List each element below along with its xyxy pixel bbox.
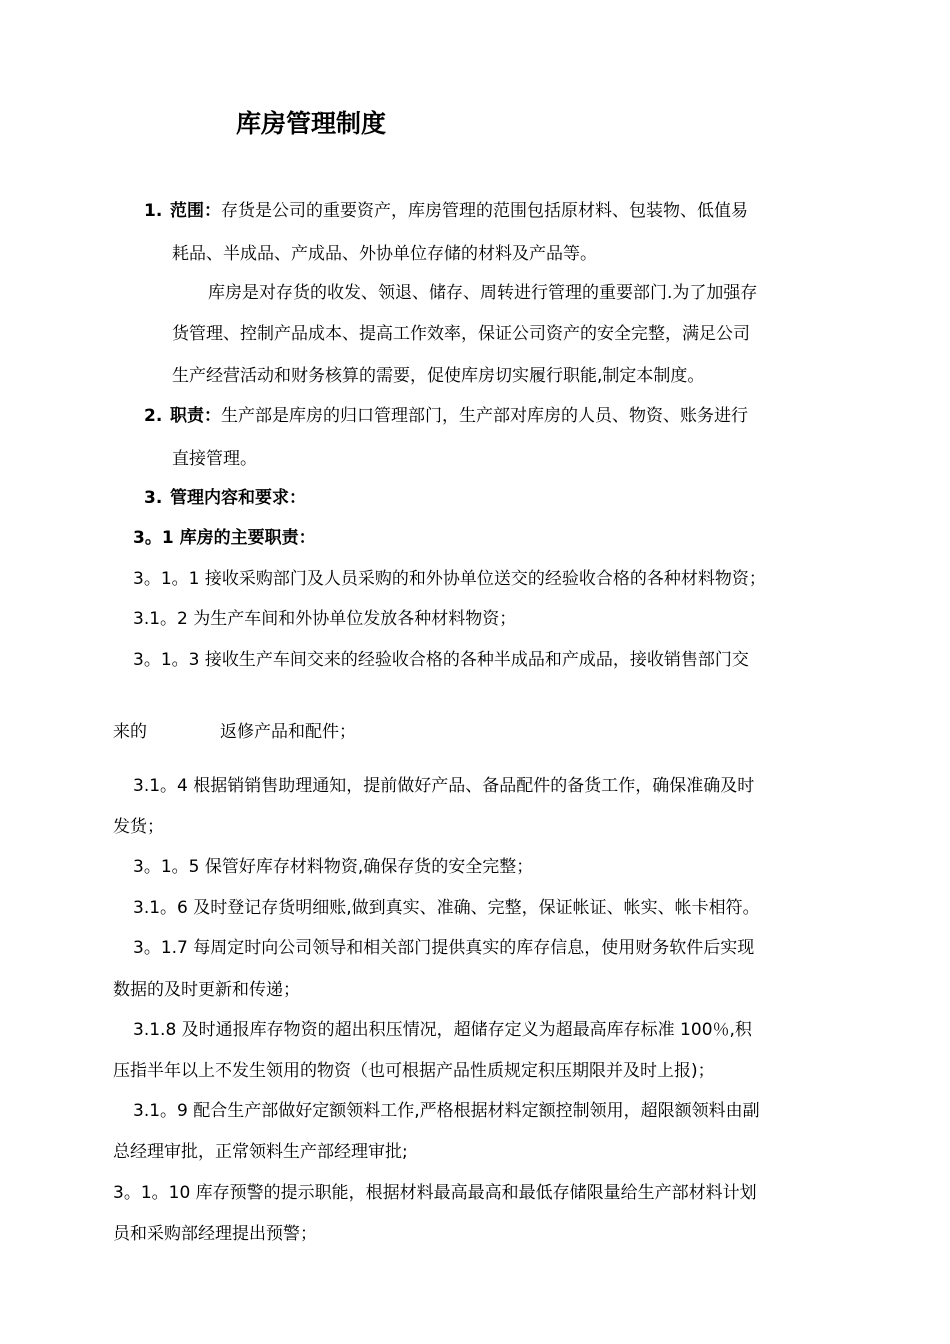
section-1-paragraph-2-line-3: 生产经营活动和财务核算的需要，促使库房切实履行职能,制定本制度。: [172, 366, 705, 386]
item-3-1-10-line-2: 员和采购部经理提出预警；: [113, 1224, 317, 1244]
document-title: 库房管理制度: [236, 109, 387, 138]
item-3-1-3-line-2b: 返修产品和配件；: [220, 722, 356, 742]
section-1-label: 范围：: [170, 201, 221, 221]
section-2-line-1: [144, 404, 748, 428]
section-1-paragraph-2-line-1: 库房是对存货的收发、领退、储存、周转进行管理的重要部门.为了加强存: [208, 283, 758, 303]
item-3-1-5: 3。1。5 保管好库存材料物资,确保存货的安全完整；: [133, 857, 534, 877]
section-1-line-2: 耗品、半成品、产成品、外协单位存储的材料及产品等。: [172, 244, 597, 264]
section-3-heading: [144, 486, 306, 510]
item-3-1-1: 3。1。1 接收采购部门及人员采购的和外协单位送交的经验收合格的各种材料物资；: [133, 569, 766, 589]
item-3-1-7-line-1: 3。1.7 每周定时向公司领导和相关部门提供真实的库存信息，使用财务软件后实现: [133, 938, 755, 958]
item-3-1-9-line-1: 3.1。9 配合生产部做好定额领料工作,严格根据材料定额控制领用，超限额领料由副: [133, 1101, 760, 1121]
section-1-text: 存货是公司的重要资产，库房管理的范围包括原材料、包装物、低值易: [221, 201, 748, 221]
item-3-1-3-line-2a: 来的: [113, 722, 147, 742]
item-3-1-6: 3.1。6 及时登记存货明细账,做到真实、准确、完整，保证帐证、帐实、帐卡相符。: [133, 898, 760, 918]
item-3-1-3-line-1: 3。1。3 接收生产车间交来的经验收合格的各种半成品和产成品，接收销售部门交: [133, 650, 749, 670]
section-3-number: 3.: [144, 488, 163, 508]
section-2-number: 2.: [144, 406, 163, 426]
section-3-label: 管理内容和要求：: [170, 488, 306, 508]
item-3-1-4-line-1: 3.1。4 根据销销售助理通知，提前做好产品、备品配件的备货工作，确保准确及时: [133, 776, 755, 796]
section-2-text: 生产部是库房的归口管理部门，生产部对库房的人员、物资、账务进行: [221, 406, 748, 426]
item-3-1-8-line-2: 压指半年以上不发生领用的物资（也可根据产品性质规定积压期限并及时上报)；: [113, 1061, 715, 1081]
item-3-1-10-line-1: 3。1。10 库存预警的提示职能，根据材料最高最高和最低存储限量给生产部材料计划: [113, 1183, 757, 1203]
section-2-line-2: 直接管理。: [172, 449, 257, 469]
item-3-1-8-line-1: 3.1.8 及时通报库存物资的超出积压情况，超储存定义为超最高库存标准 100％,积: [133, 1020, 752, 1040]
subsection-3-1-heading: 3。1 库房的主要职责：: [133, 528, 316, 548]
item-3-1-2: 3.1。2 为生产车间和外协单位发放各种材料物资；: [133, 609, 517, 629]
section-1-line-1: [144, 199, 748, 223]
section-2-label: 职责：: [170, 406, 221, 426]
section-1-number: 1.: [144, 201, 163, 221]
item-3-1-7-line-2: 数据的及时更新和传递；: [113, 980, 300, 1000]
item-3-1-4-line-2: 发货；: [113, 817, 164, 837]
item-3-1-9-line-2: 总经理审批，正常领料生产部经理审批;: [113, 1142, 408, 1162]
section-1-paragraph-2-line-2: 货管理、控制产品成本、提高工作效率，保证公司资产的安全完整，满足公司: [172, 324, 750, 344]
